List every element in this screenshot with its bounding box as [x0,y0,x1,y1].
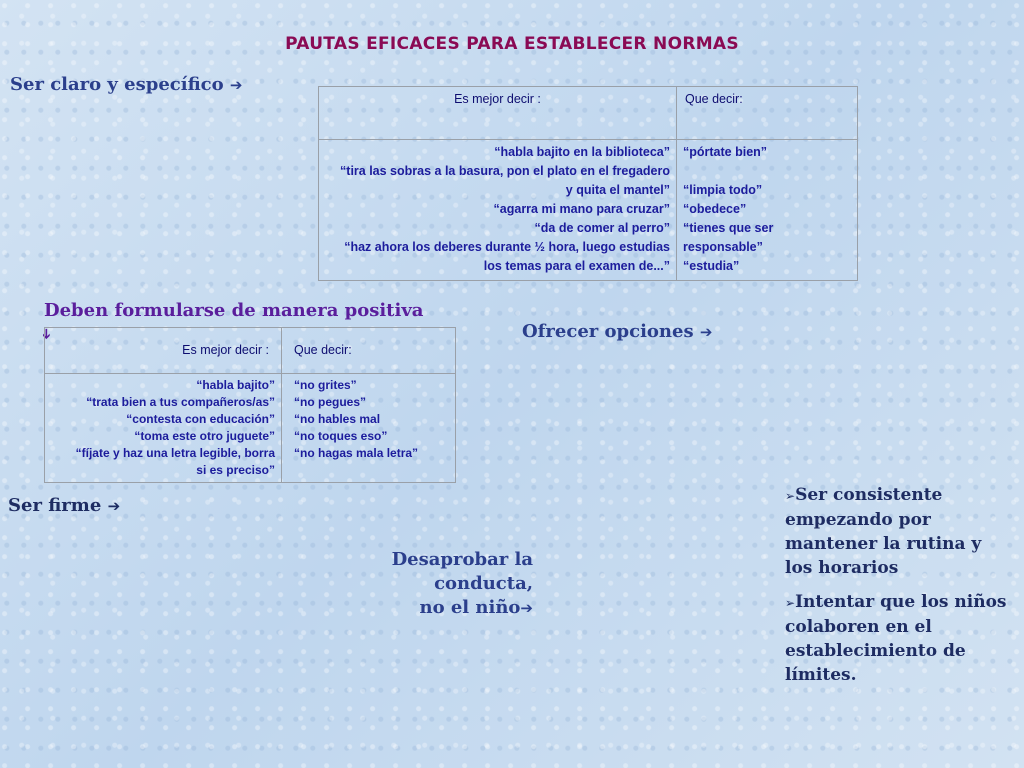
table-claro-left-line: “habla bajito en la biblioteca” [494,145,670,159]
bullet-item [785,483,1010,580]
table-claro-right-line: “obedece” [683,202,747,216]
table-claro-left-line: y quita el mantel” [565,183,670,197]
arrowhead-bullet-icon: ➢ [785,596,796,610]
table-claro-header-left: Es mejor decir : [319,87,677,140]
bullet-item [785,590,1010,687]
table-positiva-right-line: “no toques eso” [294,429,388,443]
heading-positiva: Deben formularse de manera positiva [44,300,424,321]
heading-ofrecer-opciones [522,321,712,342]
arrow-down-icon: ➔ [37,328,54,340]
table-positiva-left-line: “toma este otro juguete” [134,429,275,443]
page-title: PAUTAS EFICACES PARA ESTABLECER NORMAS [285,34,739,54]
arrow-right-icon: ➔ [520,599,533,617]
desaprobar-line2-wrap [288,596,533,620]
table-positiva-header-left: Es mejor decir : [45,328,282,374]
table-claro-left-line: “tira las sobras a la basura, pon el plato en el fregadero [340,164,670,178]
table-positiva-left-line: “habla bajito” [196,378,275,392]
table-claro-left-line: “da de comer al perro” [534,221,670,235]
table-positiva-left-line: “contesta con educación” [126,412,275,426]
desaprobar-line1: Desaprobar la conducta, [391,549,533,594]
table-positiva-right-line: “no grites” [294,378,357,392]
table-claro [318,86,858,281]
bullet-text: Ser consistente empezando por mantener la rutina y los horarios [785,485,982,578]
table-positiva-right-cell [282,374,456,483]
table-claro-left-cell [319,140,677,281]
heading-ofrecer-label: Ofrecer opciones [522,321,694,342]
table-claro-left-line: “agarra mi mano para cruzar” [493,202,670,216]
table-claro-left-line: los temas para el examen de...” [483,259,670,273]
heading-ser-firme-label: Ser firme [8,495,102,516]
arrow-right-icon: ➔ [699,323,713,341]
table-positiva-right-line: “no hagas mala letra” [294,446,419,460]
heading-ser-claro-label: Ser claro y específico [10,74,224,95]
table-claro-right-line: “limpia todo” [683,183,763,197]
table-claro-right-line: “pórtate bien” [683,145,768,159]
arrowhead-bullet-icon: ➢ [785,489,796,503]
arrow-right-icon: ➔ [229,76,243,94]
table-positiva-right-line: “no pegues” [294,395,367,409]
heading-ser-claro [10,74,242,95]
table-claro-right-line: “estudia” [683,259,740,273]
table-positiva-right-line: “no hables mal [294,412,381,426]
bullet-text: Intentar que los niños colaboren en el establecimiento de límites. [785,592,1007,685]
heading-ser-firme [8,495,120,516]
table-positiva-left-line: si es preciso” [196,463,275,477]
desaprobar-line2: no el niño [419,597,521,618]
table-claro-header-right: Que decir: [677,87,858,140]
table-positiva-left-line: “trata bien a tus compañeros/as” [86,395,275,409]
bullet-list [785,483,1010,697]
table-claro-right-line: “tienes que ser responsable” [683,221,774,254]
table-positiva-left-cell [45,374,282,483]
heading-desaprobar [288,548,533,620]
table-claro-right-cell [677,140,858,281]
arrow-right-icon: ➔ [107,497,121,515]
table-claro-right-line [683,162,851,181]
table-positiva-header-right: Que decir: [282,328,456,374]
table-positiva-left-line: “fíjate y haz una letra legible, borra [75,446,275,460]
table-positiva [44,327,456,483]
table-claro-left-line: “haz ahora los deberes durante ½ hora, luego estudias [344,240,670,254]
